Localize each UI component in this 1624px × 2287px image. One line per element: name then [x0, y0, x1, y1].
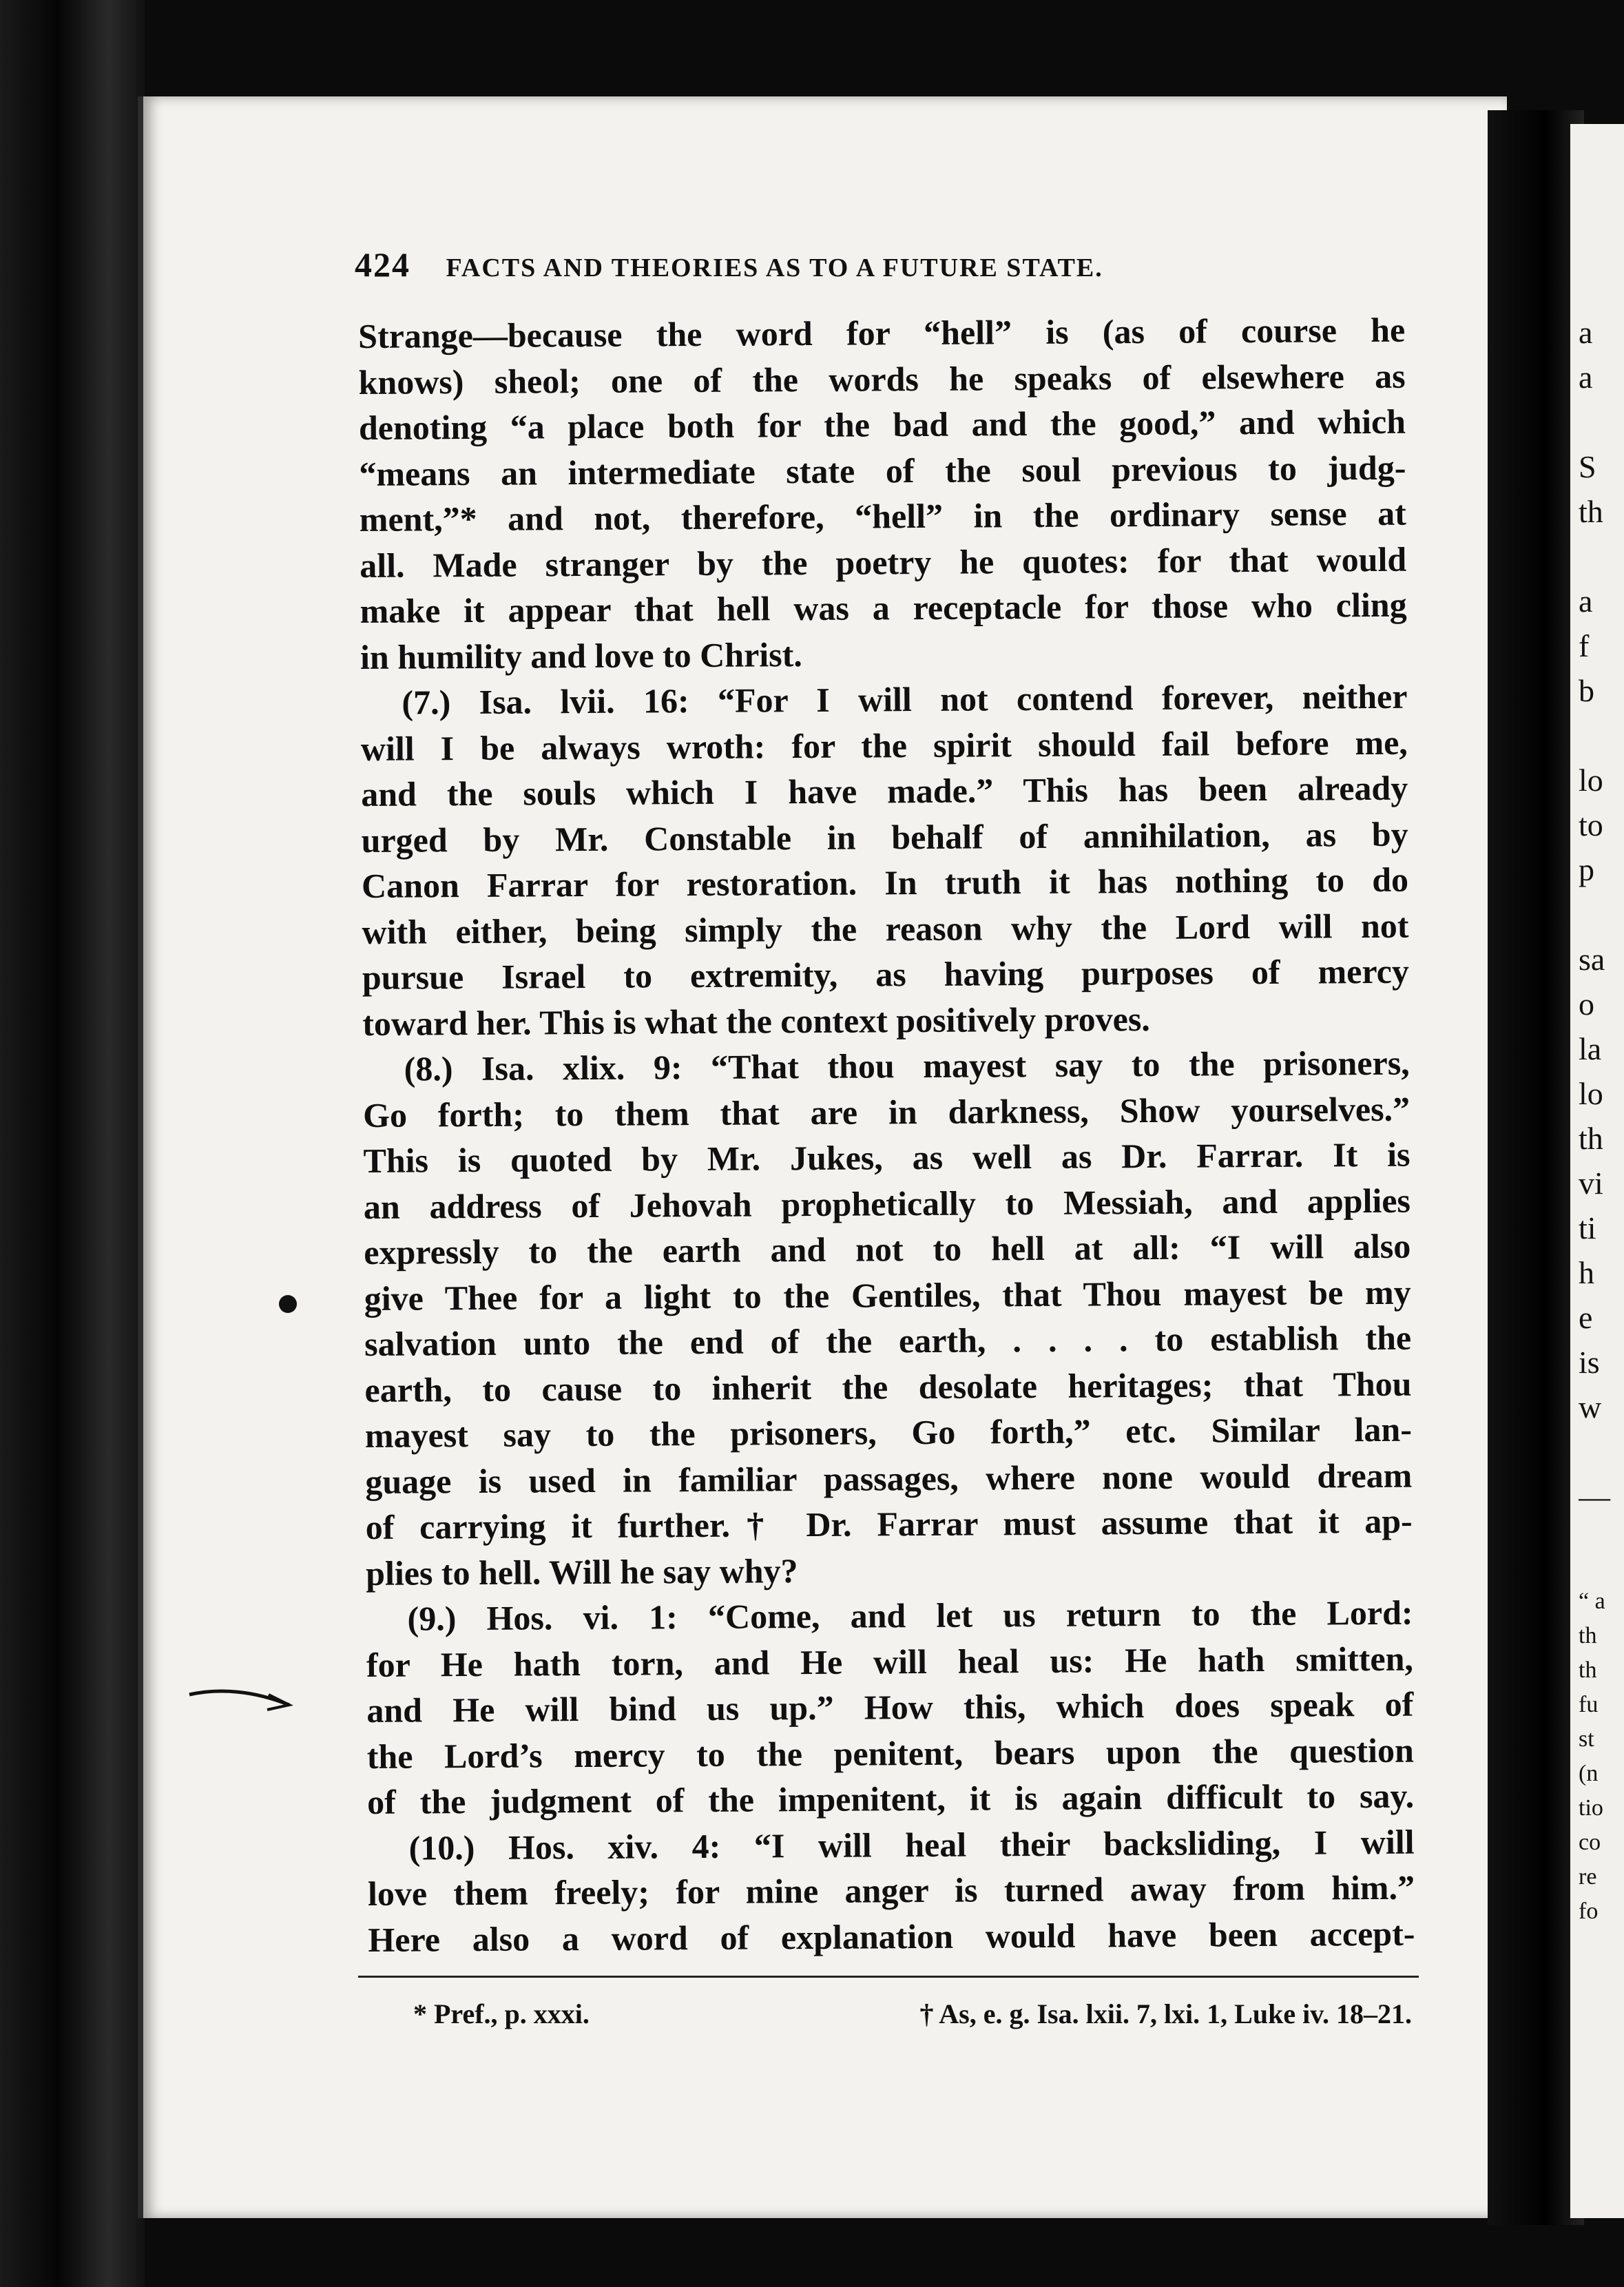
fragment-line: to — [1579, 807, 1603, 842]
fragment-line: — — [1579, 1479, 1610, 1514]
footnote-dagger: † As, e. g. Isa. lxii. 7, lxi. 1, Luke iv. 18–21. — [919, 1998, 1412, 2029]
fragment-line — [1579, 534, 1624, 579]
fragment-line: sa — [1579, 942, 1605, 977]
text-line: give Thee for a light to the Gentiles, that Thou mayest be my — [364, 1272, 1411, 1318]
text-line: guage is used in familiar passages, where none would dream — [365, 1456, 1413, 1501]
fragment-line — [1579, 892, 1624, 937]
running-head: FACTS AND THEORIES AS TO A FUTURE STATE. — [446, 253, 1103, 282]
fragment-line: a — [1579, 583, 1593, 619]
footnote-star: * Pref., p. xxxi. — [413, 1998, 590, 2029]
fragment-footnote-line: tio — [1579, 1795, 1603, 1821]
fragment-line — [1579, 1429, 1624, 1474]
paragraph-start-line: (10.) Hos. xiv. 4: “I will heal their backsliding, I will — [408, 1822, 1415, 1867]
right-book-page-edge — [1570, 124, 1624, 2218]
page-number: 424 — [355, 245, 410, 284]
text-line: an address of Jehovah prophetically to Messiah, and applies — [363, 1181, 1411, 1226]
text-line: and the souls which I have made.” This has been already — [361, 768, 1408, 814]
text-line: the Lord’s mercy to the penitent, bears upon the question — [366, 1730, 1414, 1776]
fragment-line: la — [1579, 1031, 1602, 1066]
fragment-footnote-line: fo — [1579, 1898, 1599, 1924]
text-line: of the judgment of the impenitent, it is again difficult to say. — [367, 1776, 1415, 1821]
fragment-line: vi — [1579, 1166, 1603, 1201]
text-line: This is quoted by Mr. Jukes, as well as Dr. Farrar. It is — [363, 1135, 1410, 1180]
text-line: expressly to the earth and not to hell at all: “I will also — [364, 1226, 1411, 1272]
text-line: will I be always wroth: for the spirit should fail before me, — [360, 723, 1408, 768]
text-line: all. Made stranger by the poetry he quotes: for that would — [360, 539, 1407, 585]
fragment-footnote-line: “ a — [1579, 1589, 1605, 1614]
text-line: Strange—because the word for “hell” is (as of course he — [358, 310, 1406, 355]
fragment-line: p — [1579, 852, 1594, 887]
page-body-text — [358, 307, 1415, 1963]
book-gutter — [1488, 110, 1584, 2225]
fragment-footnote-line: (n — [1579, 1761, 1599, 1786]
paragraph-start-line: (7.) Isa. lvii. 16: “For I will not contend forever, neither — [402, 676, 1408, 722]
text-line: toward her. This is what the context positively proves. — [362, 999, 1151, 1043]
fragment-footnote-line: re — [1579, 1864, 1597, 1890]
text-line: make it appear that hell was a receptacle for those who cling — [360, 585, 1407, 630]
text-line: urged by Mr. Constable in behalf of annihilation, as by — [361, 814, 1408, 860]
fragment-line: lo — [1579, 763, 1603, 798]
fragment-footnote-line: fu — [1579, 1692, 1599, 1717]
text-line: knows) sheol; one of the words he speaks of elsewhere as — [358, 356, 1406, 402]
fragment-line — [1579, 713, 1624, 758]
text-line: earth, to cause to inherit the desolate heritages; that Thou — [364, 1364, 1412, 1409]
text-line: of carrying it further.† Dr. Farrar must assume that it ap- — [365, 1501, 1413, 1546]
text-line: salvation unto the end of the earth, . . . . to establish the — [364, 1318, 1412, 1363]
fragment-line: f — [1579, 628, 1590, 663]
fragment-footnote-line: st — [1579, 1726, 1594, 1752]
text-line: with either, being simply the reason why the Lord will not — [362, 906, 1409, 951]
text-line: Canon Farrar for restoration. In truth it has nothing to do — [361, 860, 1409, 905]
fragment-line: a — [1579, 360, 1593, 395]
text-line: ment,”* and not, therefore, “hell” in the ordinary sense at — [359, 493, 1406, 539]
fragment-footnote-line: co — [1579, 1830, 1601, 1855]
right-page-footnote-fragments — [1579, 1584, 1624, 1929]
fragment-line: h — [1579, 1255, 1594, 1290]
paragraph-start-line: (9.) Hos. vi. 1: “Come, and let us return to the Lord: — [407, 1593, 1413, 1638]
fragment-line: th — [1579, 1121, 1603, 1156]
fragment-line: ti — [1579, 1210, 1596, 1245]
text-line: denoting “a place both for the bad and the good,” and which — [358, 402, 1406, 447]
right-page-text-fragments — [1579, 310, 1624, 1519]
text-line: plies to hell. Will he say why? — [365, 1551, 798, 1593]
fragment-line: a — [1579, 315, 1593, 350]
margin-pen-stroke — [186, 1681, 296, 1722]
text-line: mayest say to the prisoners, Go forth,” etc. Similar lan- — [364, 1409, 1413, 1455]
fragment-line: lo — [1579, 1076, 1603, 1111]
fragment-line: th — [1579, 494, 1603, 529]
text-line: in humility and love to Christ. — [360, 634, 802, 676]
fragment-line — [1579, 400, 1624, 444]
margin-dot-mark — [279, 1295, 297, 1313]
text-line: pursue Israel to extremity, as having purposes of mercy — [362, 951, 1410, 997]
fragment-line: is — [1579, 1345, 1600, 1380]
text-line: and He will bind us up.” How this, which does speak of — [366, 1684, 1414, 1730]
fragment-line: o — [1579, 986, 1594, 1022]
fragment-line: b — [1579, 673, 1594, 708]
text-line: Here also a word of explanation would have been accept- — [368, 1914, 1415, 1959]
footnote-rule — [358, 1976, 1419, 1978]
text-line: love them freely; for mine anger is turned away from him.” — [367, 1867, 1415, 1913]
fragment-line: S — [1579, 449, 1596, 484]
scan-dark-edge — [0, 0, 145, 2287]
text-line: Go forth; to them that are in darkness, Show yourselves.” — [362, 1089, 1410, 1135]
fragment-line: w — [1579, 1389, 1602, 1425]
fragment-line: e — [1579, 1300, 1593, 1335]
fragment-footnote-line: th — [1579, 1623, 1597, 1648]
fragment-footnote-line: th — [1579, 1657, 1597, 1683]
footnotes — [413, 1998, 1412, 2030]
text-line: for He hath torn, and He will heal us: He hath smitten, — [366, 1639, 1414, 1684]
paragraph-start-line: (8.) Isa. xlix. 9: “That thou mayest say to the prisoners, — [404, 1043, 1410, 1088]
page-header — [355, 245, 1526, 284]
text-line: “means an intermediate state of the soul previous to judg- — [359, 448, 1406, 493]
